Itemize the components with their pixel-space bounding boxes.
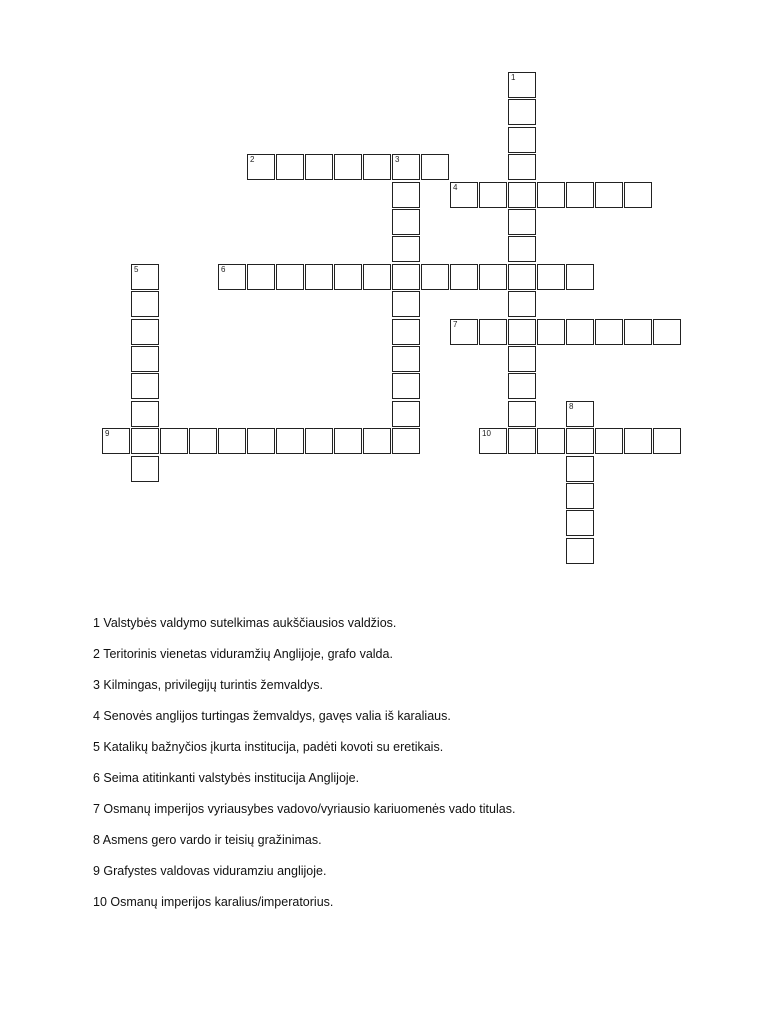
- crossword-cell[interactable]: [624, 319, 652, 345]
- crossword-cell[interactable]: [392, 236, 420, 262]
- crossword-cell[interactable]: [624, 182, 652, 208]
- crossword-cell[interactable]: [131, 264, 159, 290]
- crossword-cell[interactable]: [508, 373, 536, 399]
- crossword-cell[interactable]: [508, 428, 536, 454]
- crossword-cell[interactable]: [508, 401, 536, 427]
- crossword-cell[interactable]: [334, 264, 362, 290]
- clue-3: 3 Kilmingas, privilegijų turintis žemvaldys.: [93, 678, 323, 692]
- crossword-cell[interactable]: [305, 154, 333, 180]
- crossword-cell[interactable]: [421, 264, 449, 290]
- clue-list: [93, 612, 713, 922]
- crossword-cell[interactable]: [508, 319, 536, 345]
- crossword-cell[interactable]: [189, 428, 217, 454]
- crossword-cell[interactable]: [508, 209, 536, 235]
- cell-number: 8: [569, 402, 574, 411]
- crossword-cell[interactable]: [566, 538, 594, 564]
- clue-5: 5 Katalikų bažnyčios įkurta institucija, padėti kovoti su eretikais.: [93, 740, 444, 754]
- crossword-cell[interactable]: [450, 319, 478, 345]
- crossword-cell[interactable]: [276, 428, 304, 454]
- clue-4: 4 Senovės anglijos turtingas žemvaldys, gavęs valia iš karaliaus.: [93, 709, 451, 723]
- crossword-cell[interactable]: [595, 182, 623, 208]
- cell-number: 5: [134, 265, 139, 274]
- crossword-cell[interactable]: [421, 154, 449, 180]
- crossword-cell[interactable]: [131, 456, 159, 482]
- crossword-cell[interactable]: [566, 428, 594, 454]
- crossword-cell[interactable]: [363, 428, 391, 454]
- crossword-cell[interactable]: [392, 319, 420, 345]
- crossword-cell[interactable]: [508, 127, 536, 153]
- crossword-cell[interactable]: [334, 428, 362, 454]
- crossword-cell[interactable]: [566, 483, 594, 509]
- crossword-cell[interactable]: [479, 428, 507, 454]
- crossword-cell[interactable]: [508, 346, 536, 372]
- crossword-cell[interactable]: [392, 291, 420, 317]
- crossword-cell[interactable]: [479, 264, 507, 290]
- crossword-cell[interactable]: [334, 154, 362, 180]
- crossword-cell[interactable]: [392, 428, 420, 454]
- crossword-cell[interactable]: [653, 319, 681, 345]
- cell-number: 7: [453, 320, 458, 329]
- crossword-cell[interactable]: [131, 291, 159, 317]
- crossword-cell[interactable]: [566, 264, 594, 290]
- crossword-cell[interactable]: [363, 264, 391, 290]
- crossword-cell[interactable]: [276, 264, 304, 290]
- crossword-cell[interactable]: [653, 428, 681, 454]
- crossword-cell[interactable]: [508, 154, 536, 180]
- crossword-cell[interactable]: [247, 428, 275, 454]
- crossword-cell[interactable]: [160, 428, 188, 454]
- cell-number: 10: [482, 429, 491, 438]
- cell-number: 2: [250, 155, 255, 164]
- crossword-cell[interactable]: [131, 319, 159, 345]
- crossword-cell[interactable]: [392, 209, 420, 235]
- crossword-cell[interactable]: [508, 264, 536, 290]
- crossword-cell[interactable]: [508, 72, 536, 98]
- crossword-cell[interactable]: [508, 99, 536, 125]
- crossword-cell[interactable]: [392, 346, 420, 372]
- crossword-cell[interactable]: [392, 154, 420, 180]
- crossword-cell[interactable]: [218, 428, 246, 454]
- crossword-cell[interactable]: [247, 154, 275, 180]
- clue-8: 8 Asmens gero vardo ir teisių gražinimas.: [93, 833, 322, 847]
- clue-10: 10 Osmanų imperijos karalius/imperatorius.: [93, 895, 334, 909]
- crossword-cell[interactable]: [131, 428, 159, 454]
- crossword-cell[interactable]: [131, 401, 159, 427]
- cell-number: 4: [453, 183, 458, 192]
- crossword-cell[interactable]: [392, 373, 420, 399]
- crossword-cell[interactable]: [595, 428, 623, 454]
- clue-6: 6 Seima atitinkanti valstybės institucija Anglijoje.: [93, 771, 360, 785]
- crossword-cell[interactable]: [624, 428, 652, 454]
- clue-1: 1 Valstybės valdymo sutelkimas aukščiausios valdžios.: [93, 616, 397, 630]
- crossword-cell[interactable]: [566, 319, 594, 345]
- crossword-cell[interactable]: [131, 346, 159, 372]
- crossword-cell[interactable]: [566, 182, 594, 208]
- crossword-cell[interactable]: [479, 319, 507, 345]
- crossword-cell[interactable]: [450, 264, 478, 290]
- crossword-cell[interactable]: [537, 182, 565, 208]
- crossword-cell[interactable]: [566, 510, 594, 536]
- cell-number: 1: [511, 73, 516, 82]
- clue-7: 7 Osmanų imperijos vyriausybes vadovo/vyriausio kariuomenės vado titulas.: [93, 802, 516, 816]
- crossword-cell[interactable]: [218, 264, 246, 290]
- crossword-cell[interactable]: [450, 182, 478, 208]
- clue-2: 2 Teritorinis vienetas viduramžių Anglijoje, grafo valda.: [93, 647, 393, 661]
- crossword-cell[interactable]: [392, 401, 420, 427]
- crossword-cell[interactable]: [595, 319, 623, 345]
- crossword-cell[interactable]: [479, 182, 507, 208]
- clue-9: 9 Grafystes valdovas viduramziu anglijoje.: [93, 864, 327, 878]
- cell-number: 9: [105, 429, 110, 438]
- crossword-cell[interactable]: [566, 401, 594, 427]
- cell-number: 3: [395, 155, 400, 164]
- crossword-cell[interactable]: [508, 236, 536, 262]
- crossword-cell[interactable]: [537, 319, 565, 345]
- crossword-cell[interactable]: [131, 373, 159, 399]
- crossword-cell[interactable]: [537, 264, 565, 290]
- crossword-cell[interactable]: [247, 264, 275, 290]
- crossword-cell[interactable]: [305, 264, 333, 290]
- crossword-cell[interactable]: [392, 182, 420, 208]
- crossword-cell[interactable]: [508, 291, 536, 317]
- crossword-cell[interactable]: [392, 264, 420, 290]
- crossword-cell[interactable]: [276, 154, 304, 180]
- crossword-cell[interactable]: [537, 428, 565, 454]
- crossword-cell[interactable]: [508, 182, 536, 208]
- crossword-cell[interactable]: [566, 456, 594, 482]
- cell-number: 6: [221, 265, 226, 274]
- crossword-cell[interactable]: [305, 428, 333, 454]
- crossword-cell[interactable]: [363, 154, 391, 180]
- crossword-cell[interactable]: [102, 428, 130, 454]
